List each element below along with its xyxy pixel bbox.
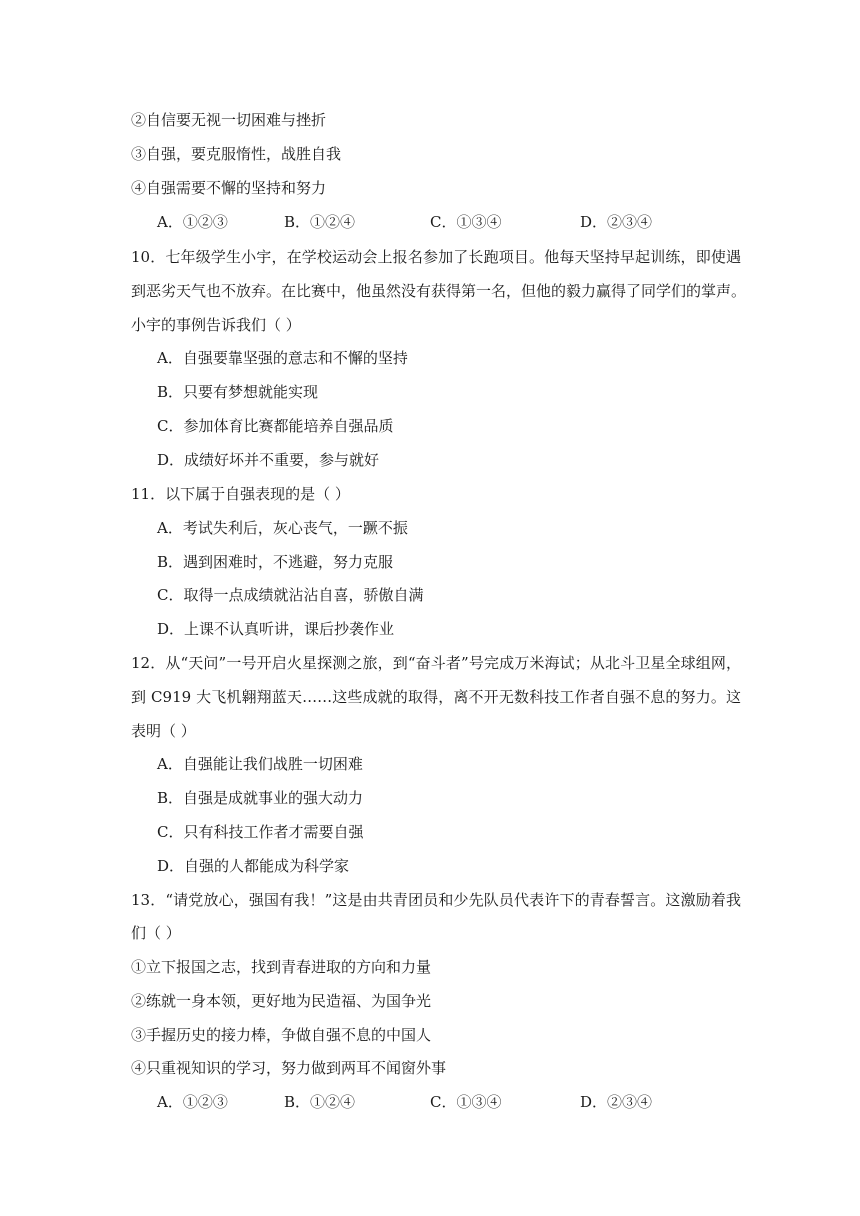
q10-option-d: D．成绩好坏并不重要，参与就好 <box>157 451 380 469</box>
q13-statement-1: ①立下报国之志，找到青春进取的方向和力量 <box>131 958 432 976</box>
q11-stem: 11．以下属于自强表现的是（ ） <box>131 485 350 503</box>
q12-stem-line-3: 表明（ ） <box>131 722 196 740</box>
q13-stem-line-2: 们（ ） <box>131 924 181 942</box>
q11-option-c: C．取得一点成绩就沾沾自喜，骄傲自满 <box>157 586 424 604</box>
q13-option-b: B．①②④ <box>284 1093 356 1111</box>
q9-statement-4: ④自强需要不懈的坚持和努力 <box>131 179 327 197</box>
q13-statement-3: ③手握历史的接力棒，争做自强不息的中国人 <box>131 1026 432 1044</box>
q13-statement-2: ②练就一身本领，更好地为民造福、为国争光 <box>131 992 432 1010</box>
q13-statement-4: ④只重视知识的学习，努力做到两耳不闻窗外事 <box>131 1059 447 1077</box>
q13-option-c: C．①③④ <box>430 1093 502 1111</box>
q12-option-b: B．自强是成就事业的强大动力 <box>157 789 364 807</box>
q10-stem-line-2: 到恶劣天气也不放弃。在比赛中，他虽然没有获得第一名，但他的毅力赢得了同学们的掌声。 <box>131 282 747 300</box>
q10-option-b: B．只要有梦想就能实现 <box>157 383 319 401</box>
q12-option-d: D．自强的人都能成为科学家 <box>157 857 350 875</box>
q12-option-a: A．自强能让我们战胜一切困难 <box>157 755 363 773</box>
q10-option-a: A．自强要靠坚强的意志和不懈的坚持 <box>157 349 408 367</box>
q13-stem-line-1: 13．“请党放心，强国有我！”这是由共青团员和少先队员代表许下的青春誓言。这激励着我 <box>131 891 741 909</box>
q10-stem-line-3: 小宇的事例告诉我们（ ） <box>131 316 301 334</box>
q10-stem-line-1: 10．七年级学生小宇，在学校运动会上报名参加了长跑项目。他每天坚持早起训练，即使遇 <box>131 248 741 266</box>
q9-option-b: B．①②④ <box>284 213 356 231</box>
q9-option-c: C．①③④ <box>430 213 502 231</box>
q9-option-a: A．①②③ <box>157 213 228 231</box>
q12-stem-line-1: 12．从“天问”一号开启火星探测之旅，到“奋斗者”号完成万米海试；从北斗卫星全球组网， <box>131 654 741 672</box>
q11-option-a: A．考试失利后，灰心丧气，一蹶不振 <box>157 519 408 537</box>
q9-option-d: D．②③④ <box>580 213 653 231</box>
q13-option-a: A．①②③ <box>157 1093 228 1111</box>
q11-option-d: D．上课不认真听讲，课后抄袭作业 <box>157 620 395 638</box>
q10-option-c: C．参加体育比赛都能培养自强品质 <box>157 417 394 435</box>
q9-statement-2: ②自信要无视一切困难与挫折 <box>131 111 327 129</box>
q12-option-c: C．只有科技工作者才需要自强 <box>157 823 364 841</box>
q11-option-b: B．遇到困难时，不逃避，努力克服 <box>157 553 394 571</box>
q13-option-d: D．②③④ <box>580 1093 653 1111</box>
q9-statement-3: ③自强，要克服惰性，战胜自我 <box>131 145 342 163</box>
q12-stem-line-2: 到 C919 大飞机翱翔蓝天……这些成就的取得，离不开无数科技工作者自强不息的努力。这 <box>131 688 741 706</box>
